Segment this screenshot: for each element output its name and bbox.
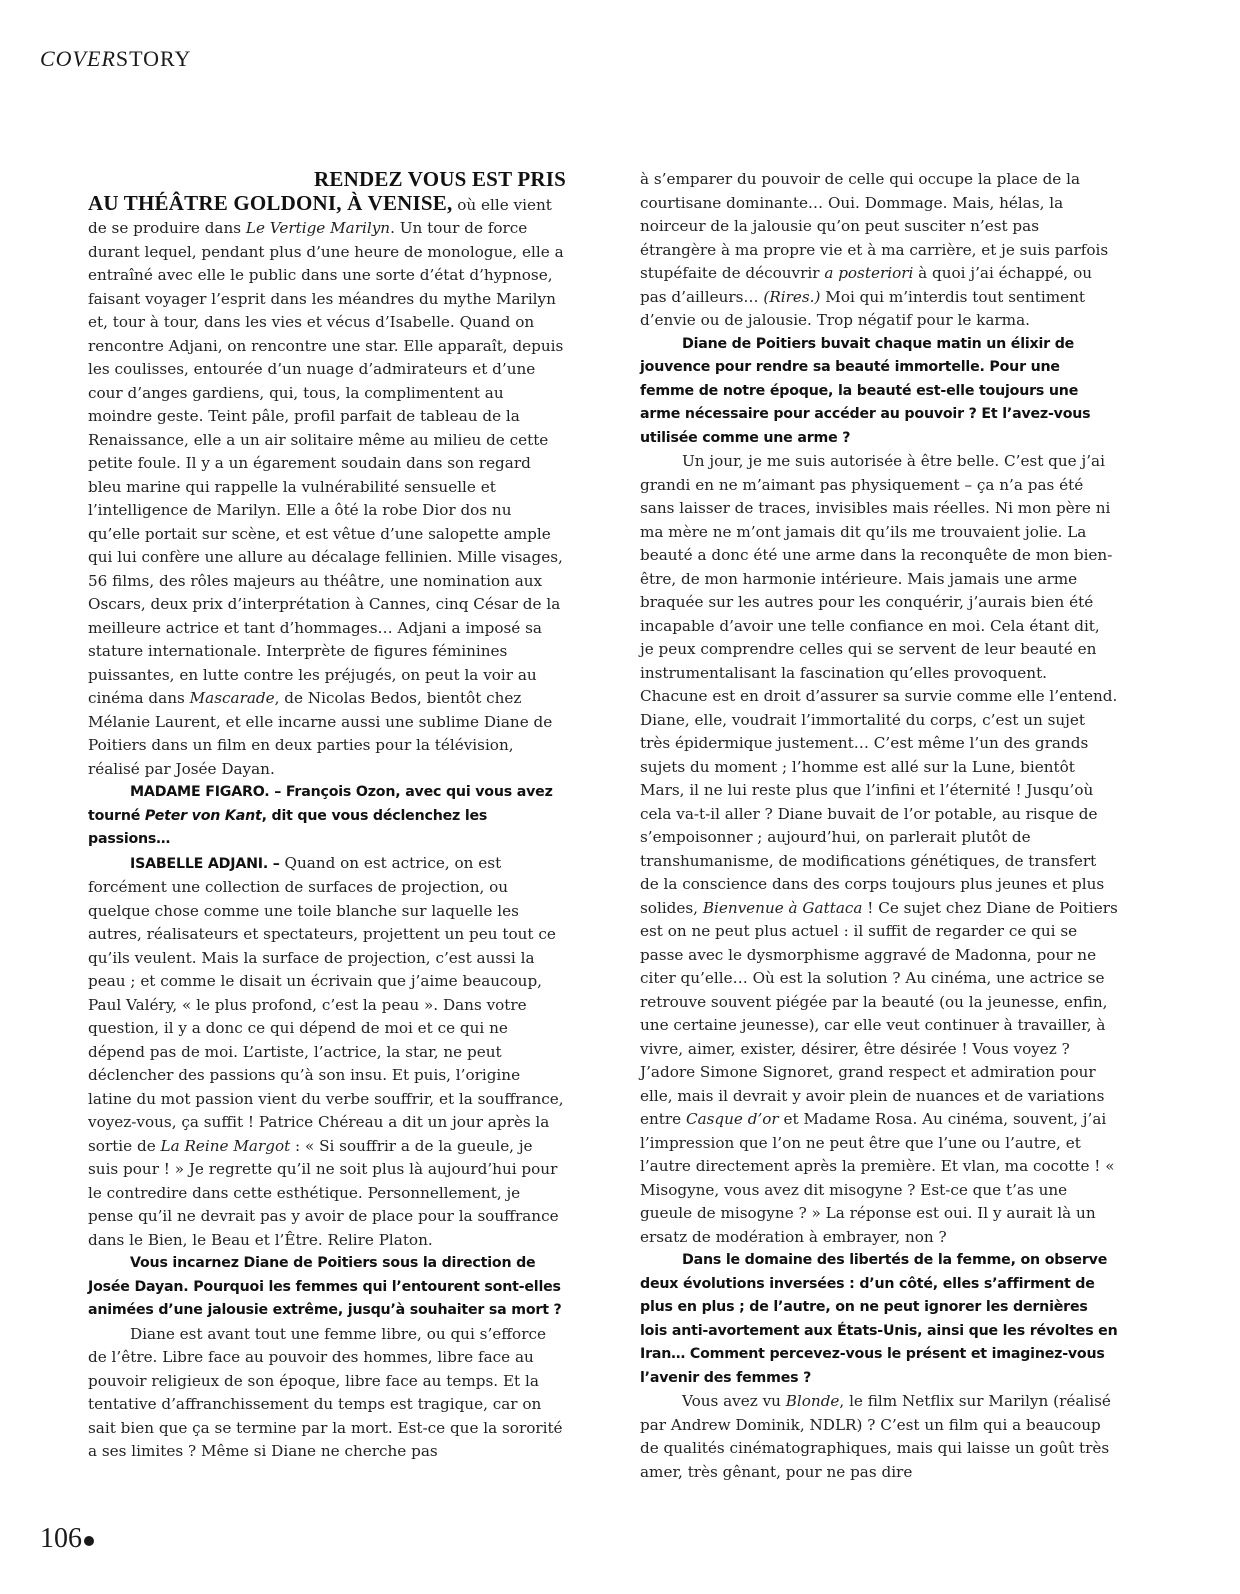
answer-4-text-a: Vous avez vu [682, 1392, 786, 1410]
answer-3-text-c: et Madame Rosa. Au cinéma, souvent, j’ai l’impression que l’on ne peut être que l’une ou l’autre, et l’autre directement après la première. Et vlan, ma cocotte ! « Misogyne, vous avez dit misogyne ? Est-ce que t’as une gueule de misogyne ? » La réponse est oui. Il y aurait là un ersatz de modération à embrayer, non ? [640, 1110, 1115, 1246]
answer-4-text-b: , le film Netflix sur Marilyn (réalisé par Andrew Dominik, NDLR) ? C’est un film qui a beaucoup de qualités cinématographiques, mais qui laisse un goût très amer, très gênant, pour ne pas dire [640, 1392, 1111, 1481]
answer-4 [640, 1390, 1118, 1484]
title-casque-dor: Casque d’or [685, 1110, 779, 1128]
intro-paragraph [88, 192, 566, 782]
answer-3 [640, 450, 1118, 1249]
intro-text-b: . Un tour de force durant lequel, pendant plus d’une heure de monologue, elle a entraîné avec elle le public dans une sorte d’état d’hypnose, faisant voyager l’esprit dans les méandres du mythe Marilyn et, tour à tour, dans les vies et vécus d’Isabelle. Quand on rencontre Adjani, on rencontre une star. Elle apparaît, depuis les coulisses, entourée d’un nuage d’admirateurs et d’une cour d’anges gardiens, qui, tous, la complimentent au moindre geste. Teint pâle, profil parfait de tableau de la Renaissance, elle a un air solitaire même au milieu de cette petite foule. Il y a un égarement soudain dans son regard bleu marine qui rappelle la vulnérabilité sensuelle et l’intelligence de Marilyn. Elle a ôté la robe Dior dos nu qu’elle portait sur scène, et est vêtue d’une salopette ample qui lui confère une allure au décalage fellinien. Mille visages, 56 films, des rôles majeurs au théâtre, une nomination aux Oscars, deux prix d’interprétation à Cannes, cinq César de la meilleure actrice et tant d’hommages… Adjani a imposé sa stature internationale. Interprète de figures féminines puissantes, en lutte contre les préjugés, on peut la voir au cinéma dans [88, 219, 564, 707]
speaker-isabelle-adjani: ISABELLE ADJANI. – [130, 855, 280, 872]
answer-2-cont-text-a: à s’emparer du pouvoir de celle qui occupe la place de la courtisane dominante… Oui. Dommage. Mais, hélas, la noirceur de la jalousie qu’on peut susciter n’est pas étrangère à ma propre vie et à ma carrière, et je suis parfois stupéfaite de découvrir [640, 170, 1109, 282]
section-header-cover: COVER [40, 46, 116, 71]
rires-italic: (Rires.) [763, 287, 821, 306]
lead-line-2: AU THÉÂTRE GOLDONI, À VENISE, [88, 190, 453, 215]
answer-1-text-b: : « Si souffrir a de la gueule, je suis pour ! » Je regrette qu’il ne soit plus là aujourd’hui pour le contredire dans cette esthétique. Personnellement, je pense qu’il ne devrait pas y avoir de place pour la souffrance dans le Bien, le Beau et l’Être. Relire Platon. [88, 1136, 559, 1249]
title-mascarade: Mascarade [189, 689, 275, 707]
title-bienvenue-a-gattaca: Bienvenue à Gattaca [702, 898, 863, 917]
bullet-dot-icon [84, 1536, 94, 1546]
article-column-right [640, 168, 1118, 1484]
answer-2-cont-text-c: Moi qui m’interdis tout sentiment d’envie ou de jalousie. Trop négatif pour le karma. [640, 287, 1086, 329]
question-1 [88, 781, 566, 852]
title-peter-von-kant: Peter von Kant [144, 807, 262, 824]
a-posteriori-italic: a posteriori [824, 264, 914, 282]
question-3: Diane de Poitiers buvait chaque matin un élixir de jouvence pour rendre sa beauté immortelle. Pour une femme de notre époque, la beauté est-elle toujours une arme nécessaire pour accéder au pouvoir ? Et l’avez-vous utilisée comme une arme ? [640, 335, 1091, 446]
answer-3-text-a: Un jour, je me suis autorisée à être belle. C’est que j’ai grandi en ne m’aimant pas physiquement – ça n’a pas été sans laisser de traces, invisibles mais réelles. Ni mon père ni ma mère ne m’ont jamais dit qu’ils me trouvaient jolie. La beauté a donc été une arme dans la reconquête de mon bien-être, de mon harmonie intérieure. Mais jamais une arme braquée sur les autres pour les conquérir, j’aurais bien été incapable d’avoir une telle confiance en moi. Cela étant dit, je peux comprendre celles qui se servent de leur beauté en instrumentalisant la fascination qu’elles provoquent. Chacune est en droit d’assurer sa survie comme elle l’entend. Diane, elle, voudrait l’immortalité du corps, c’est un sujet très épidermique justement… C’est même l’un des grands sujets du moment ; l’homme est allé sur la Lune, bientôt Mars, il ne lui reste plus que l’infini et l’éternité ! Jusqu’où cela va-t-il aller ? Diane buvait de l’or potable, au risque de s’empoisonner ; aujourd’hui, on parlerait plutôt de transhumanisme, de modifications génétiques, de transfert de la conscience dans des corps toujours plus jeunes et plus solides, [640, 452, 1118, 917]
title-la-reine-margot: La Reine Margot [160, 1136, 291, 1155]
article-column-left [88, 168, 566, 1464]
section-header-story: STORY [115, 46, 192, 71]
page-number-text: 106 [40, 1523, 82, 1554]
answer-2-continued [640, 168, 1118, 333]
lead-line-1: RENDEZ VOUS EST PRIS [314, 167, 566, 191]
answer-2-cont-text-b: à quoi j’ai échappé, ou pas d’ailleurs… [640, 264, 1092, 306]
title-le-vertige-marilyn: Le Vertige Marilyn [245, 219, 391, 237]
question-2: Vous incarnez Diane de Poitiers sous la direction de Josée Dayan. Pourquoi les femmes qui l’entourent sont-elles animées d’une jalousie extrême, jusqu’à souhaiter sa mort ? [88, 1255, 562, 1318]
title-blonde: Blonde [785, 1392, 840, 1410]
intro-text-c: , de Nicolas Bedos, bientôt chez Mélanie Laurent, et elle incarne aussi une sublime Diane de Poitiers dans un film en deux parties pour la télévision, réalisé par Josée Dayan. [88, 689, 553, 778]
answer-1-text-a: Quand on est actrice, on est forcément une collection de surfaces de projection, ou quelque chose comme une toile blanche sur laquelle les autres, réalisateurs et spectateurs, projettent un peu tout ce qu’ils veulent. Mais la surface de projection, c’est aussi la peau ; et comme le disait un écrivain que j’aime beaucoup, Paul Valéry, « le plus profond, c’est la peau ». Dans votre question, il y a donc ce qui dépend de moi et ce qui ne dépend pas de moi. L’artiste, l’actrice, la star, ne peut déclencher des passions qu’à son insu. Et puis, l’origine latine du mot passion vient du verbe souffrir, et la souffrance, voyez-vous, ça suffit ! Patrice Chéreau a dit un jour après la sortie de [88, 853, 564, 1155]
answer-2: Diane est avant tout une femme libre, ou qui s’efforce de l’être. Libre face au pouvoir des hommes, libre face au pouvoir religieux de son époque, libre face au temps. Et la tentative d’affranchissement du temps est tragique, car on sait bien que ça se termine par la mort. Est-ce que la sororité a ses limites ? Même si Diane ne cherche pas [88, 1324, 563, 1460]
page-number [40, 1523, 94, 1555]
section-header [40, 46, 191, 72]
intro-text-a: où elle vient de se produire dans [88, 195, 552, 237]
question-1-text-a: MADAME FIGARO. – François Ozon, avec qui vous avez tourné [88, 784, 553, 824]
answer-3-text-b: ! Ce sujet chez Diane de Poitiers est on ne peut plus actuel : il suffit de regarder ce qui se passe avec le dysmorphisme aggravé de Madonna, pour ne citer qu’elle… Où est la solution ? Au cinéma, une actrice se retrouve souvent piégée par la beauté (ou la jeunesse, enfin, une certaine jeunesse), car elle veut continuer à travailler, à vivre, aimer, exister, désirer, être désirée ! Vous voyez ? J’adore Simone Signoret, grand respect et admiration pour elle, mais il devrait y avoir plein de nuances et de variations entre [640, 898, 1118, 1128]
question-1-text-b: , dit que vous déclenchez les passions… [88, 807, 488, 847]
answer-1 [88, 852, 566, 1253]
question-4: Dans le domaine des libertés de la femme, on observe deux évolutions inversées : d’un côté, elles s’affirment de plus en plus ; de l’autre, on ne peut ignorer les dernières lois anti-avortement aux États-Unis, ainsi que les révoltes en Iran… Comment percevez-vous le présent et imaginez-vous l’avenir des femmes ? [640, 1252, 1118, 1386]
